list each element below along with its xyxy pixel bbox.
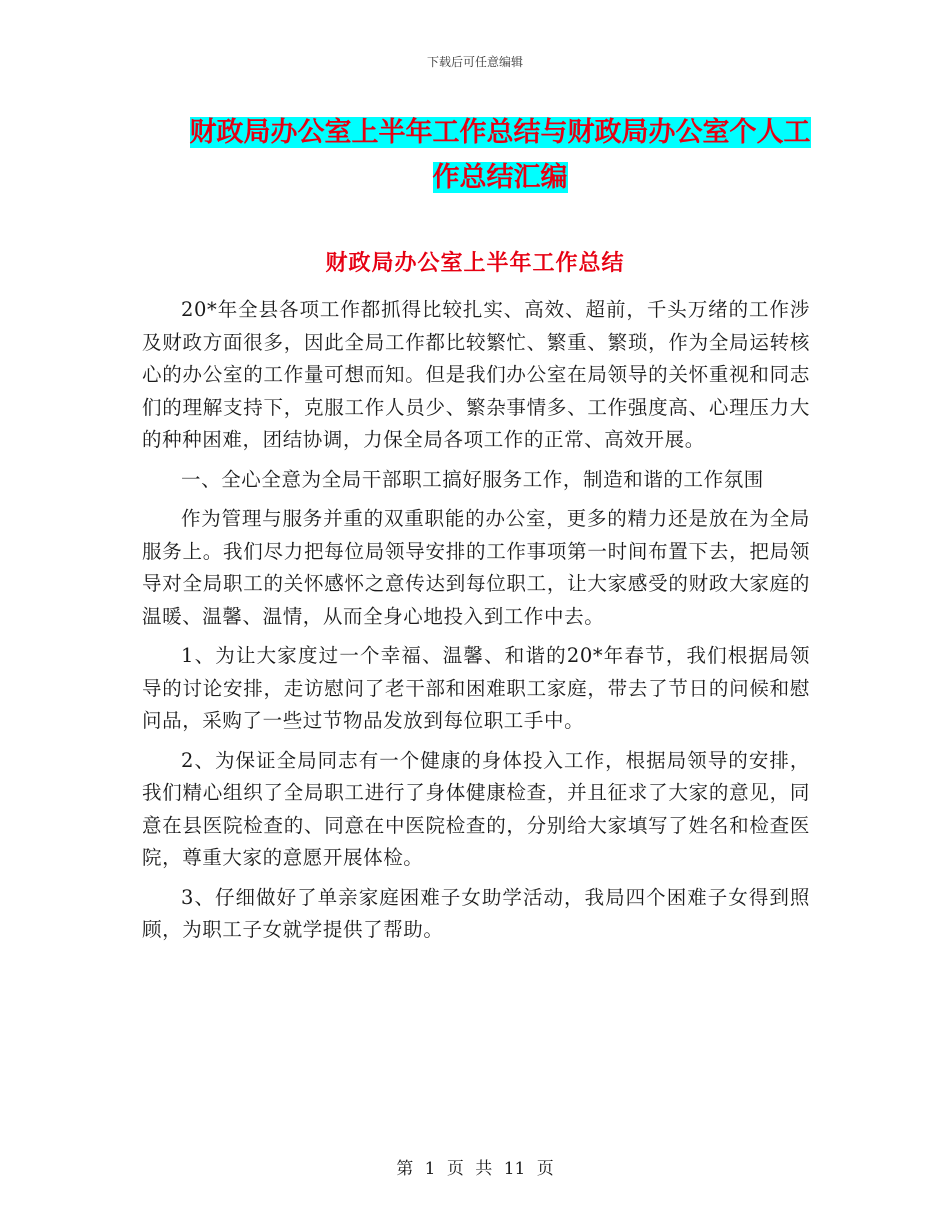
paragraph: 20*年全县各项工作都抓得比较扎实、高效、超前，千头万绪的工作涉及财政方面很多，因此全局工作都比较繁忙、繁重、繁琐，作为全局运转核心的办公室的工作量可想而知。但是我们办公室在局领导的关怀重视和同志们的理解支持下，克服工作人员少、繁杂事情多、工作强度高、心理压力大的种种困难，团结协调，力保全局各项工作的正常、高效开展。	[142, 298, 810, 451]
paragraph: 作为管理与服务并重的双重职能的办公室，更多的精力还是放在为全局服务上。我们尽力把每位局领导安排的工作事项第一时间布置下去，把局领导对全局职工的关怀感怀之意传达到每位职工，让大家感受的财政大家庭的温暖、温馨、温情，从而全身心地投入到工作中去。	[142, 507, 810, 628]
section-title: 财政局办公室上半年工作总结	[325, 250, 625, 276]
paragraph: 2、为保证全局同志有一个健康的身体投入工作，根据局领导的安排，我们精心组织了全局职工进行了身体健康检查，并且征求了大家的意见，同意在县医院检查的、同意在中医院检查的，分别给大家填写了姓名和检查医院，尊重大家的意愿开展体检。	[142, 748, 810, 869]
document-title	[150, 110, 850, 200]
paragraph: 1、为让大家度过一个幸福、温馨、和谐的20*年春节，我们根据局领导的讨论安排，走访慰问了老干部和困难职工家庭，带去了节日的问候和慰问品，采购了一些过节物品发放到每位职工手中。	[142, 644, 810, 732]
document-title-line2: 作总结汇编	[432, 162, 568, 193]
page-number: 第 1 页 共 11 页	[396, 1159, 554, 1179]
document-title-line1: 财政局办公室上半年工作总结与财政局办公室个人工	[189, 117, 811, 148]
paragraph: 一、全心全意为全局干部职工搞好服务工作，制造和谐的工作氛围	[181, 467, 764, 491]
paragraph: 3、仔细做好了单亲家庭困难子女助学活动，我局四个困难子女得到照顾，为职工子女就学提供了帮助。	[142, 885, 810, 941]
document-body	[142, 294, 810, 954]
header-note: 下载后可任意编辑	[426, 55, 523, 69]
